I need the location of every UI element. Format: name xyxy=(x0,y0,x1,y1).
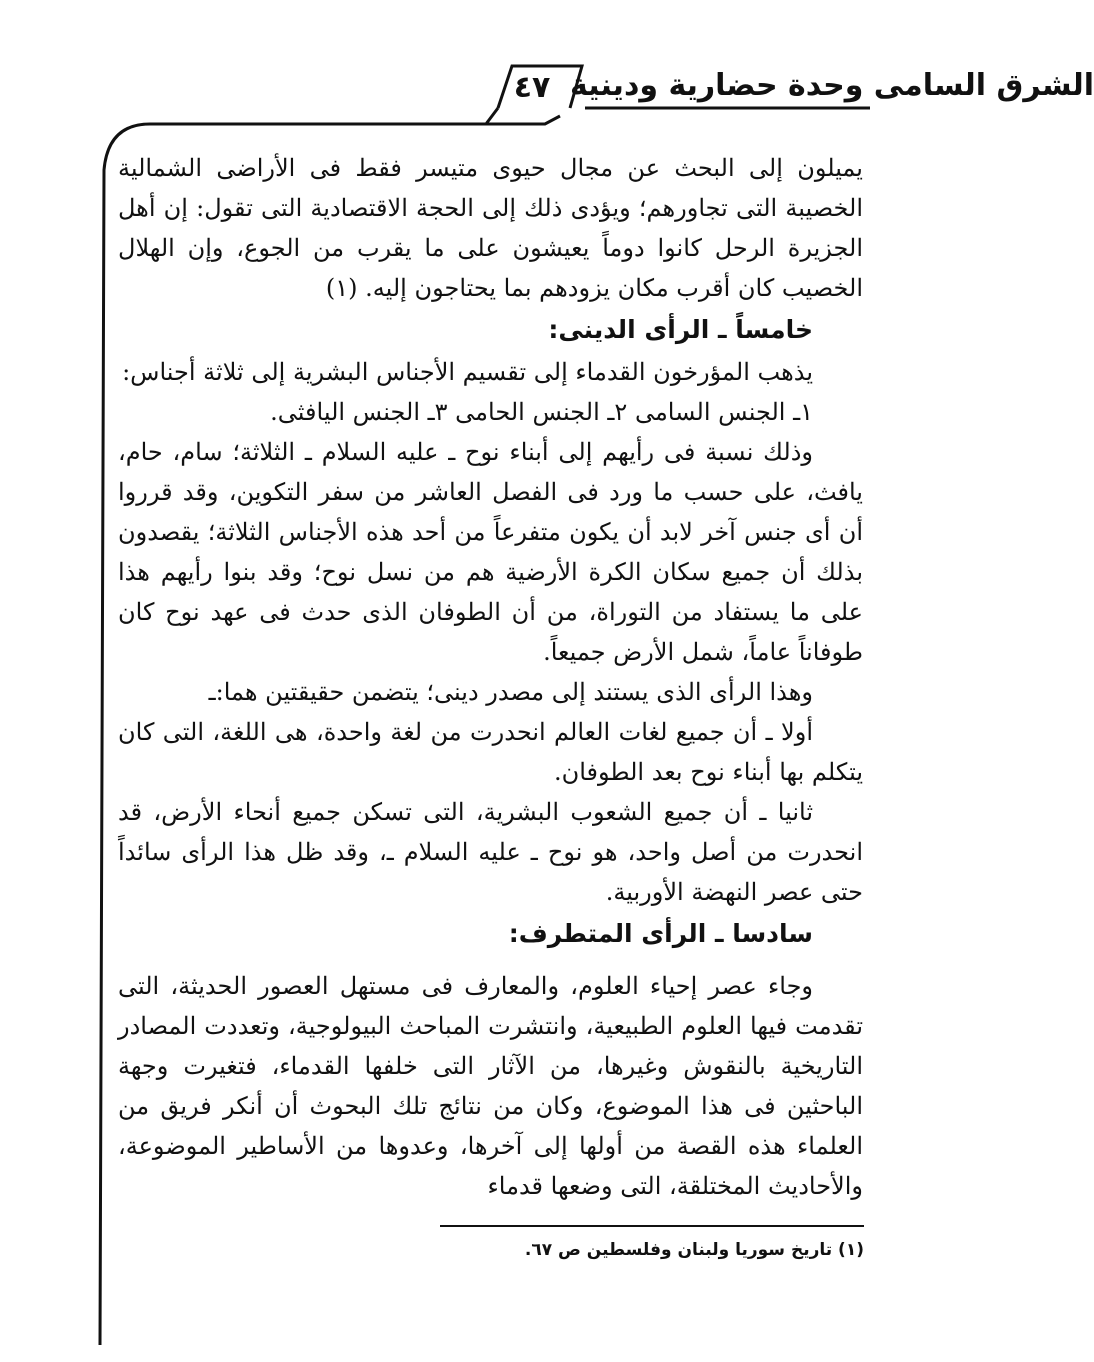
paragraph: يميلون إلى البحث عن مجال حيوى متيسر فقط فى الأراضى الشمالية الخصيبة التى تجاورهم؛ ويؤدى ذلك إلى الحجة الاقتصادية التى تقول: إن أهل الجزيرة الرحل كانوا دوماً يعيشون على ما يقرب من الجوع، وإن الهلال الخصيب كان أقرب مكان يزودهم بما يحتاجون إليه. (١) xyxy=(118,154,863,302)
paragraph: وجاء عصر إحياء العلوم، والمعارف فى مستهل العصور الحديثة، التى تقدمت فيها العلوم الطبيعية، وانتشرت المباحث البيولوجية، وتعددت المصادر التاريخية بالنقوش وغيرها، من الآثار التى خلفها القدماء، فتغيرت وجهة الباحثين فى هذا الموضوع، وكان من نتائج تلك البحوث أن أنكر فريق من العلماء هذه القصة من أولها إلى آخرها، وعدوها من الأساطير الموضوعة، والأحاديث المختلقة، التى وضعها قدماء xyxy=(118,972,863,1200)
footnote: (١) تاريخ سوريا ولبنان وفلسطين ص ٦٧. xyxy=(524,1240,864,1260)
main-text xyxy=(118,148,863,1206)
paragraph: وهذا الرأى الذى يستند إلى مصدر دينى؛ يتضمن حقيقتين هما:ـ xyxy=(208,678,813,706)
footnote-rule xyxy=(440,1225,864,1227)
section-heading-extreme-view: سادسا ـ الرأى المتطرف: xyxy=(508,919,813,948)
point-first: أولا ـ أن جميع لغات العالم انحدرت من لغة واحدة، هى اللغة، التى كان يتكلم بها أبناء نوح بعد الطوفان. xyxy=(118,718,863,786)
running-header-title: الشرق السامى وحدة حضارية ودينية xyxy=(570,68,1094,103)
banner-curl xyxy=(486,108,560,124)
paragraph: وذلك نسبة فى رأيهم إلى أبناء نوح ـ عليه السلام ـ الثلاثة؛ سام، حام، يافث، على حسب ما ورد فى الفصل العاشر من سفر التكوين، وقد قرروا أن أى جنس آخر لابد أن يكون متفرعاً من أحد هذه الأجناس الثلاثة؛ يقصدون بذلك أن جميع سكان الكرة الأرضية هم من نسل نوح؛ وقد بنوا رأيهم هذا على ما يستفاد من التوراة، من أن الطوفان الذى حدث فى عهد نوح كان طوفاناً عاماً، شمل الأرض جميعاً. xyxy=(118,438,863,666)
race-list: ١ـ الجنس السامى ٢ـ الجنس الحامى ٣ـ الجنس اليافثى. xyxy=(270,398,813,426)
paragraph: يذهب المؤرخون القدماء إلى تقسيم الأجناس البشرية إلى ثلاثة أجناس: xyxy=(122,358,813,386)
point-second: ثانيا ـ أن جميع الشعوب البشرية، التى تسكن جميع أنحاء الأرض، قد انحدرت من أصل واحد، هو نوح ـ عليه السلام ـ، وقد ظل هذا الرأى سائداً حتى عصر النهضة الأوربية. xyxy=(118,798,863,906)
section-heading-religious-view: خامساً ـ الرأى الدينى: xyxy=(548,315,813,344)
page-number: ٤٧ xyxy=(513,70,551,105)
